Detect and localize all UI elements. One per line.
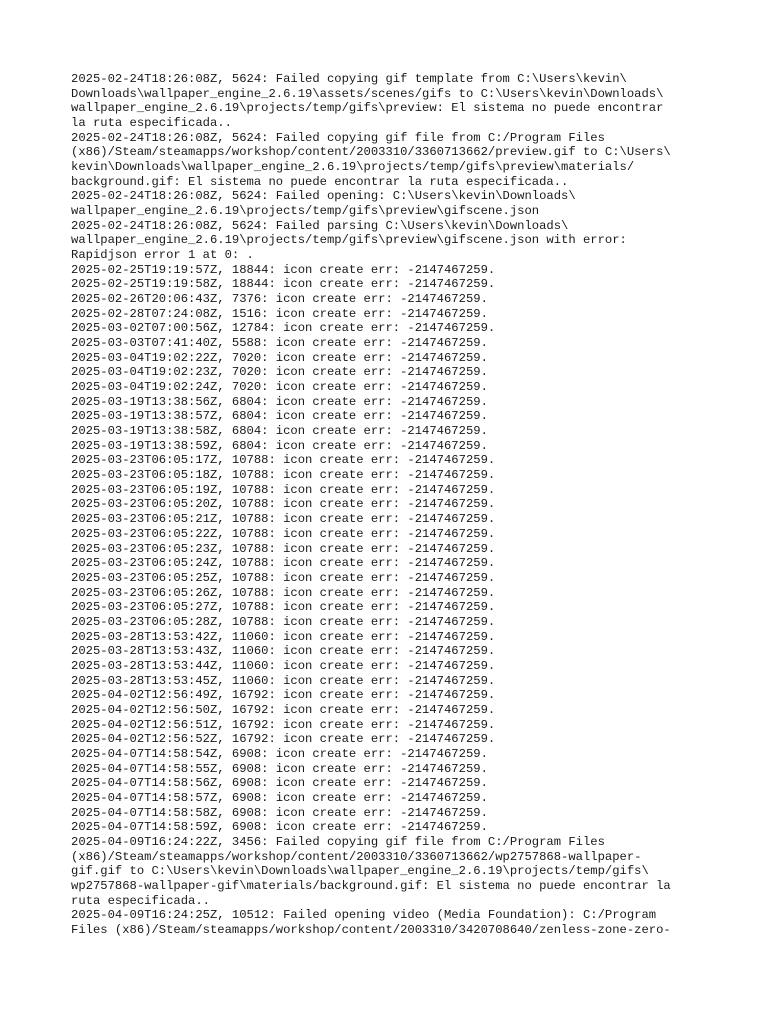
log-line: 2025-04-07T14:58:55Z, 6908: icon create err: -2147467259. xyxy=(71,761,488,776)
log-line: 2025-03-23T06:05:28Z, 10788: icon create err: -2147467259. xyxy=(71,614,496,629)
log-line: 2025-02-24T18:26:08Z, 5624: Failed opening: C:\Users\kevin\Downloads\ xyxy=(71,189,576,204)
log-line: background.gif: El sistema no puede encontrar la ruta especificada.. xyxy=(71,174,569,189)
log-line: ruta especificada.. xyxy=(71,893,210,908)
log-line: 2025-02-24T18:26:08Z, 5624: Failed parsing C:\Users\kevin\Downloads\ xyxy=(71,218,569,233)
log-line: 2025-03-03T07:41:40Z, 5588: icon create err: -2147467259. xyxy=(71,336,488,351)
log-line: 2025-02-25T19:19:57Z, 18844: icon create err: -2147467259. xyxy=(71,262,496,277)
log-line: 2025-04-02T12:56:52Z, 16792: icon create err: -2147467259. xyxy=(71,732,496,747)
log-line: wallpaper_engine_2.6.19\projects/temp/gifs\preview\gifscene.json with error: xyxy=(71,233,627,248)
log-line: 2025-02-28T07:24:08Z, 1516: icon create err: -2147467259. xyxy=(71,306,488,321)
log-line: 2025-03-23T06:05:25Z, 10788: icon create err: -2147467259. xyxy=(71,570,496,585)
log-line: 2025-03-28T13:53:44Z, 11060: icon create err: -2147467259. xyxy=(71,658,496,673)
log-line: Downloads\wallpaper_engine_2.6.19\assets/scenes/gifs to C:\Users\kevin\Downloads\ xyxy=(71,86,664,101)
log-line: 2025-03-23T06:05:24Z, 10788: icon create err: -2147467259. xyxy=(71,556,496,571)
log-text xyxy=(71,72,703,938)
log-line: kevin\Downloads\wallpaper_engine_2.6.19\projects/temp/gifs\preview\materials/ xyxy=(71,160,635,175)
log-line: 2025-03-23T06:05:21Z, 10788: icon create err: -2147467259. xyxy=(71,512,496,527)
log-line: 2025-03-02T07:00:56Z, 12784: icon create err: -2147467259. xyxy=(71,321,496,336)
log-line: 2025-02-24T18:26:08Z, 5624: Failed copying gif file from C:/Program Files xyxy=(71,130,605,145)
log-line: 2025-03-19T13:38:59Z, 6804: icon create err: -2147467259. xyxy=(71,438,488,453)
log-line: 2025-04-02T12:56:49Z, 16792: icon create err: -2147467259. xyxy=(71,688,496,703)
log-line: 2025-03-04T19:02:23Z, 7020: icon create err: -2147467259. xyxy=(71,365,488,380)
log-line: 2025-04-02T12:56:51Z, 16792: icon create err: -2147467259. xyxy=(71,717,496,732)
log-line: wallpaper_engine_2.6.19\projects/temp/gifs\preview\gifscene.json xyxy=(71,204,540,219)
log-line: (x86)/Steam/steamapps/workshop/content/2003310/3360713662/wp2757868-wallpaper- xyxy=(71,849,642,864)
log-line: 2025-02-26T20:06:43Z, 7376: icon create err: -2147467259. xyxy=(71,292,488,307)
log-line: 2025-04-09T16:24:25Z, 10512: Failed opening video (Media Foundation): C:/Program xyxy=(71,908,657,923)
log-line: Files (x86)/Steam/steamapps/workshop/content/2003310/3420708640/zenless-zone-zero- xyxy=(71,922,671,937)
log-line: 2025-02-24T18:26:08Z, 5624: Failed copying gif template from C:\Users\kevin\ xyxy=(71,72,627,86)
log-line: 2025-03-28T13:53:45Z, 11060: icon create err: -2147467259. xyxy=(71,673,496,688)
log-line: 2025-03-04T19:02:24Z, 7020: icon create err: -2147467259. xyxy=(71,380,488,395)
log-line: 2025-03-04T19:02:22Z, 7020: icon create err: -2147467259. xyxy=(71,350,488,365)
log-line: 2025-03-19T13:38:58Z, 6804: icon create err: -2147467259. xyxy=(71,424,488,439)
log-line: 2025-03-23T06:05:20Z, 10788: icon create err: -2147467259. xyxy=(71,497,496,512)
log-line: 2025-03-23T06:05:18Z, 10788: icon create err: -2147467259. xyxy=(71,468,496,483)
log-line: wp2757868-wallpaper-gif\materials/background.gif: El sistema no puede encontrar la xyxy=(71,878,671,893)
log-line: 2025-02-25T19:19:58Z, 18844: icon create err: -2147467259. xyxy=(71,277,496,292)
log-line: (x86)/Steam/steamapps/workshop/content/2003310/3360713662/preview.gif to C:\Users\ xyxy=(71,145,671,160)
log-line: 2025-04-07T14:58:56Z, 6908: icon create err: -2147467259. xyxy=(71,776,488,791)
log-line: 2025-04-07T14:58:58Z, 6908: icon create err: -2147467259. xyxy=(71,805,488,820)
log-line: 2025-03-23T06:05:19Z, 10788: icon create err: -2147467259. xyxy=(71,482,496,497)
log-line: 2025-04-07T14:58:54Z, 6908: icon create err: -2147467259. xyxy=(71,746,488,761)
log-line: Rapidjson error 1 at 0: . xyxy=(71,248,254,263)
log-line: gif.gif to C:\Users\kevin\Downloads\wallpaper_engine_2.6.19\projects/temp/gifs\ xyxy=(71,864,649,879)
log-line: wallpaper_engine_2.6.19\projects/temp/gifs\preview: El sistema no puede encontrar xyxy=(71,101,664,116)
log-line: 2025-03-19T13:38:56Z, 6804: icon create err: -2147467259. xyxy=(71,394,488,409)
log-line: 2025-03-23T06:05:27Z, 10788: icon create err: -2147467259. xyxy=(71,600,496,615)
log-line: 2025-04-09T16:24:22Z, 3456: Failed copying gif file from C:/Program Files xyxy=(71,834,605,849)
log-line: 2025-04-02T12:56:50Z, 16792: icon create err: -2147467259. xyxy=(71,702,496,717)
log-line: 2025-03-28T13:53:43Z, 11060: icon create err: -2147467259. xyxy=(71,644,496,659)
log-line: 2025-04-07T14:58:59Z, 6908: icon create err: -2147467259. xyxy=(71,820,488,835)
log-line: 2025-03-23T06:05:17Z, 10788: icon create err: -2147467259. xyxy=(71,453,496,468)
log-line: 2025-03-23T06:05:22Z, 10788: icon create err: -2147467259. xyxy=(71,526,496,541)
log-line: 2025-03-23T06:05:26Z, 10788: icon create err: -2147467259. xyxy=(71,585,496,600)
log-line: 2025-03-28T13:53:42Z, 11060: icon create err: -2147467259. xyxy=(71,629,496,644)
log-line: 2025-03-23T06:05:23Z, 10788: icon create err: -2147467259. xyxy=(71,541,496,556)
log-line: 2025-03-19T13:38:57Z, 6804: icon create err: -2147467259. xyxy=(71,409,488,424)
log-line: 2025-04-07T14:58:57Z, 6908: icon create err: -2147467259. xyxy=(71,790,488,805)
log-line: la ruta especificada.. xyxy=(71,116,232,131)
